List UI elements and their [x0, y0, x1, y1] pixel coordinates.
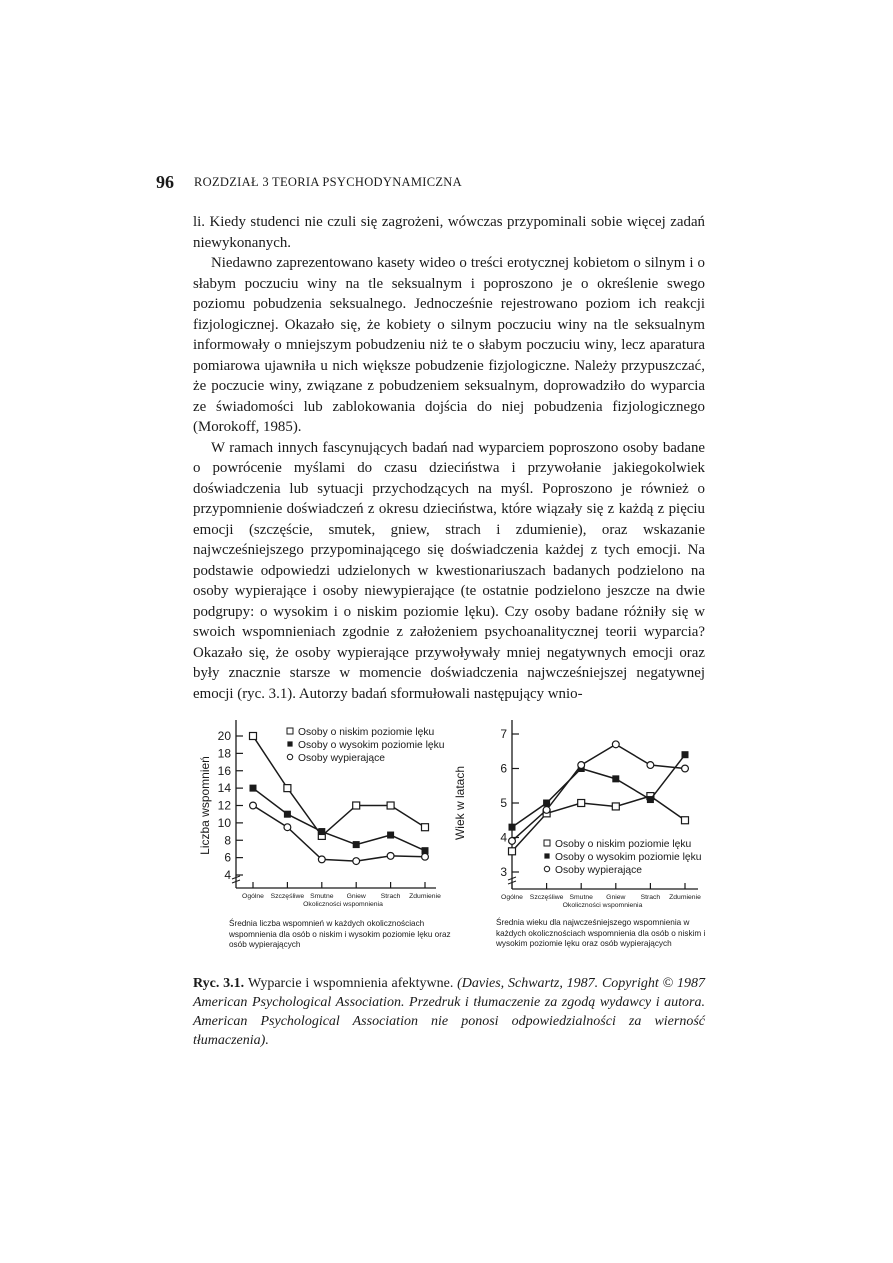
series-line — [253, 788, 425, 851]
series-circle-open — [250, 802, 429, 864]
legend-label: Osoby o wysokim poziomie lęku — [298, 740, 445, 751]
chart-memory-count-plot — [196, 716, 458, 916]
paragraph: W ramach innych fascynujących badań nad wyparciem poproszono osoby badane o powrócenie myślami do czasu dzieciństwa i przywołanie jakiegokolwiek doświadczenia lub sytuacji przychodzących na myśl. Poproszono je również o przypomnienie doświadczeń z okresu dzieciństwa, które wiązały się z każdą z pięciu emocji (szczęście, smutek, gniew, strach i zdumienie), oraz wskazanie najwcześniejszego przypominającego się doświadczenia każdej z tych emocji. Na podstawie odpowiedzi udzielonych w kwestionariuszach badanych podzielono na osoby wypierające i osoby niewypierające (te ostatnie podzielono jeszcze na dwie podgrupy: o wysokim i o niskim poziomie lęku). Czy osoby badane różniły się w swoich wspomnieniach zgodnie z założeniem psychoanalitycznej teorii wyparcia? Okazało się, że osoby wypierające przywoływały mniej negatywnych emocji oraz były znacznie starsze w momencie doświadczenia najwcześniejszej negatywnej emocji (ryc. 3.1). Autorzy badań sformułowali następujący wnio- — [193, 439, 705, 702]
x-axis-label: Okoliczności wspomnienia — [303, 901, 383, 908]
data-point — [612, 803, 619, 810]
x-tick-label: Ogólne — [501, 894, 523, 901]
x-tick-label: Strach — [640, 894, 661, 901]
legend-marker — [544, 853, 549, 858]
body-text — [193, 212, 705, 704]
data-point — [387, 852, 394, 859]
data-point — [613, 776, 619, 782]
x-tick-label: Szczęśliwe — [270, 893, 305, 900]
y-axis-label: Wiek w latach — [453, 765, 467, 841]
data-point — [544, 800, 550, 806]
legend-marker — [287, 754, 292, 759]
y-tick-label: 3 — [500, 865, 507, 879]
y-tick-label: 18 — [217, 746, 231, 761]
y-axis-label: Liczba wspomnień — [198, 756, 212, 855]
data-point — [284, 824, 291, 831]
data-point — [284, 785, 291, 792]
data-point — [250, 785, 256, 791]
figure-source: (Davies, Schwartz, 1987. Copyright © 1987 American Psychological Association. Przedruk i tłumaczenie za zgodą wydawcy i autora. American Psychological Association nie ponosi odpowiedzialności za wierność tłumaczenia). — [193, 976, 705, 1048]
data-point — [647, 762, 654, 769]
data-point — [578, 762, 585, 769]
chart-caption: Średnia wieku dla najwcześniejszego wspomnienia w każdych okolicznościach wspomnienia dla osób o niskim i wysokim poziomie lęku oraz osób wypierających — [496, 918, 706, 948]
data-point — [250, 733, 257, 740]
paragraph: Niedawno zaprezentowano kasety wideo o treści erotycznej kobietom o silnym i o słabym poczuciu winy na tle seksualnym i poproszono je o określenie swego poziomu pobudzenia seksualnego. Jednocześnie rejestrowano poziom ich reakcji fizjologicznej. Okazało się, że kobiety o silnym poczuciu winy na tle seksualnym informowały o mniejszym pobudzeniu niż te o słabym poczuciu winy, lecz aparatura pomiarowa ujawniła u nich większe pobudzenie fizjologiczne. Należy przypuszczać, że poczucie winy, związane z pobudzeniem seksualnym, doprowadziło do wyparcia ze świadomości lub zablokowania dojścia do niej pobudzenia fizjologicznego (Morokoff, 1985). — [193, 255, 705, 435]
legend-marker — [544, 866, 549, 871]
y-tick-label: 8 — [224, 833, 231, 848]
data-point — [682, 752, 688, 758]
data-point — [388, 832, 394, 838]
x-tick-label: Gniew — [346, 893, 366, 900]
data-point — [682, 765, 689, 772]
data-point — [647, 797, 653, 803]
x-tick-label: Szczęśliwe — [529, 894, 564, 901]
x-tick-label: Ogólne — [242, 893, 264, 900]
chart-caption: Średnia liczba wspomnień w każdych okolicznościach wspomnienia dla osób o niskim i wysokim poziomie lęku oraz osób wypierających — [229, 919, 451, 949]
y-tick-label: 14 — [217, 781, 231, 796]
data-point — [387, 802, 394, 809]
legend-marker — [544, 840, 550, 846]
x-tick-label: Smutne — [310, 893, 334, 900]
series-line — [512, 744, 685, 841]
data-point — [284, 811, 290, 817]
x-tick-label: Gniew — [606, 894, 626, 901]
chart-earliest-age-plot — [453, 716, 712, 916]
y-tick-label: 4 — [500, 830, 507, 845]
legend-marker — [287, 741, 292, 746]
chart-earliest-age — [453, 716, 712, 964]
figure-caption — [193, 974, 705, 1050]
paragraph: li. Kiedy studenci nie czuli się zagrożeni, wówczas przypominali sobie więcej zadań niewykonanych. — [193, 214, 705, 251]
legend-label: Osoby wypierające — [298, 753, 385, 764]
x-tick-label: Strach — [380, 893, 401, 900]
legend-label: Osoby o wysokim poziomie lęku — [555, 852, 702, 863]
legend-label: Osoby o niskim poziomie lęku — [298, 727, 435, 738]
data-point — [509, 824, 515, 830]
data-point — [319, 829, 325, 835]
y-tick-label: 6 — [224, 850, 231, 865]
data-point — [509, 838, 516, 845]
data-point — [682, 817, 689, 824]
y-tick-label: 20 — [217, 729, 231, 743]
chart-memory-count — [196, 716, 458, 948]
data-point — [578, 800, 585, 807]
page-header — [156, 172, 716, 194]
y-tick-label: 4 — [224, 868, 231, 882]
legend — [544, 839, 702, 876]
series-square-filled — [250, 785, 428, 854]
x-tick-label: Zdumienie — [409, 893, 441, 900]
series-circle-open — [509, 741, 689, 844]
data-point — [250, 802, 257, 809]
x-tick-label: Zdumienie — [669, 894, 701, 901]
page-number: 96 — [156, 172, 174, 192]
data-point — [422, 824, 429, 831]
y-tick-label: 7 — [500, 727, 507, 741]
data-point — [543, 807, 550, 814]
x-axis-label: Okoliczności wspomnienia — [562, 902, 643, 909]
y-tick-label: 12 — [217, 798, 231, 813]
data-point — [353, 802, 360, 809]
x-tick-label: Smutne — [569, 894, 593, 901]
legend-label: Osoby o niskim poziomie lęku — [555, 839, 692, 850]
data-point — [318, 856, 325, 863]
series-square-filled — [509, 752, 688, 830]
data-point — [612, 741, 619, 748]
y-tick-label: 16 — [217, 763, 231, 778]
data-point — [353, 842, 359, 848]
figure-label: Ryc. 3.1. — [193, 976, 245, 991]
y-tick-label: 5 — [500, 796, 507, 810]
y-tick-label: 10 — [217, 815, 231, 830]
legend-marker — [287, 728, 293, 734]
legend — [287, 727, 445, 764]
y-tick-label: 6 — [500, 761, 507, 776]
data-point — [509, 848, 516, 855]
running-head: ROZDZIAŁ 3 TEORIA PSYCHODYNAMICZNA — [194, 175, 462, 189]
data-point — [422, 853, 429, 860]
series-line — [253, 806, 425, 862]
figure-title: Wyparcie i wspomnienia afektywne. — [247, 976, 454, 991]
data-point — [353, 858, 360, 865]
legend-label: Osoby wypierające — [555, 865, 642, 876]
